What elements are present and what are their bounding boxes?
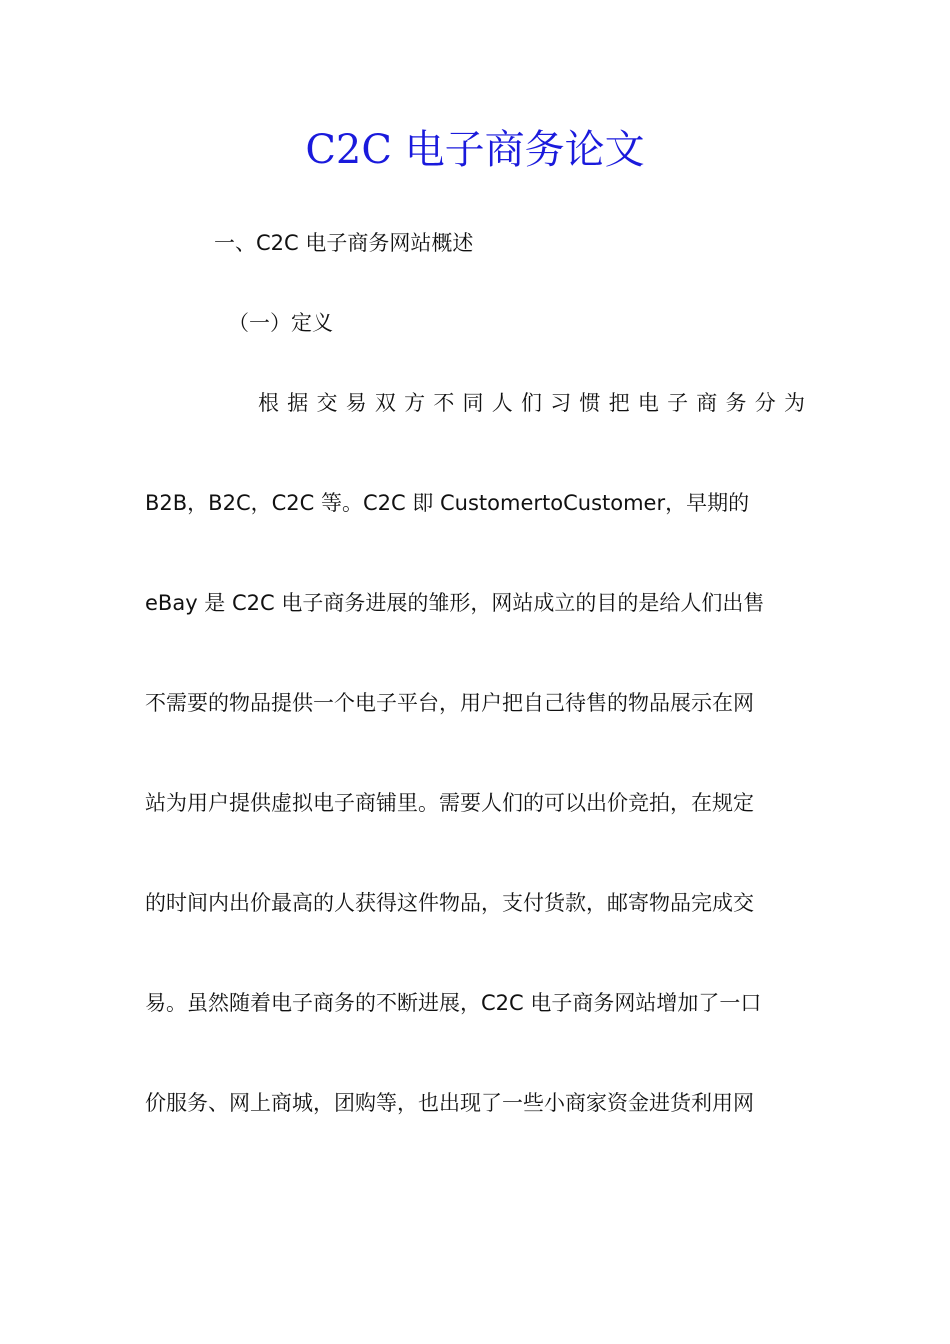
section-heading: 一、C2C 电子商务网站概述 — [214, 231, 474, 255]
paragraph-line-2: B2B，B2C，C2C 等。C2C 即 CustomertoCustomer，早期的 — [145, 491, 750, 515]
paragraph-char: 易 — [345, 391, 367, 415]
paragraph-char: 交 — [316, 391, 338, 415]
paragraph-char: 双 — [374, 391, 396, 415]
paragraph-char: 分 — [754, 391, 776, 415]
paragraph-line-5: 站为用户提供虚拟电子商铺里。需要人们的可以出价竞拍，在规定 — [145, 791, 754, 815]
paragraph-char: 据 — [287, 391, 309, 415]
paragraph-char: 把 — [608, 391, 630, 415]
document-title: C2C 电子商务论文 — [305, 127, 645, 173]
paragraph-char: 务 — [725, 391, 747, 415]
paragraph-char: 电 — [637, 391, 659, 415]
paragraph-line-3: eBay 是 C2C 电子商务进展的雏形，网站成立的目的是给人们出售 — [145, 591, 765, 615]
subsection-heading: （一）定义 — [228, 311, 333, 335]
paragraph-char: 根 — [258, 391, 279, 415]
paragraph-line-1 — [258, 388, 805, 418]
paragraph-char: 习 — [550, 391, 572, 415]
paragraph-char: 为 — [783, 391, 805, 415]
paragraph-char: 子 — [667, 391, 689, 415]
paragraph-char: 不 — [433, 391, 455, 415]
paragraph-char: 商 — [696, 391, 718, 415]
paragraph-char: 方 — [404, 391, 426, 415]
paragraph-line-4: 不需要的物品提供一个电子平台，用户把自己待售的物品展示在网 — [145, 691, 754, 715]
paragraph-line-6: 的时间内出价最高的人获得这件物品，支付货款，邮寄物品完成交 — [145, 891, 754, 915]
paragraph-char: 人 — [491, 391, 513, 415]
paragraph-char: 惯 — [579, 391, 601, 415]
paragraph-line-8: 价服务、网上商城，团购等，也出现了一些小商家资金进货利用网 — [145, 1091, 754, 1115]
paragraph-line-7: 易。虽然随着电子商务的不断进展，C2C 电子商务网站增加了一口 — [145, 991, 762, 1015]
paragraph-char: 们 — [520, 391, 542, 415]
paragraph-char: 同 — [462, 391, 484, 415]
